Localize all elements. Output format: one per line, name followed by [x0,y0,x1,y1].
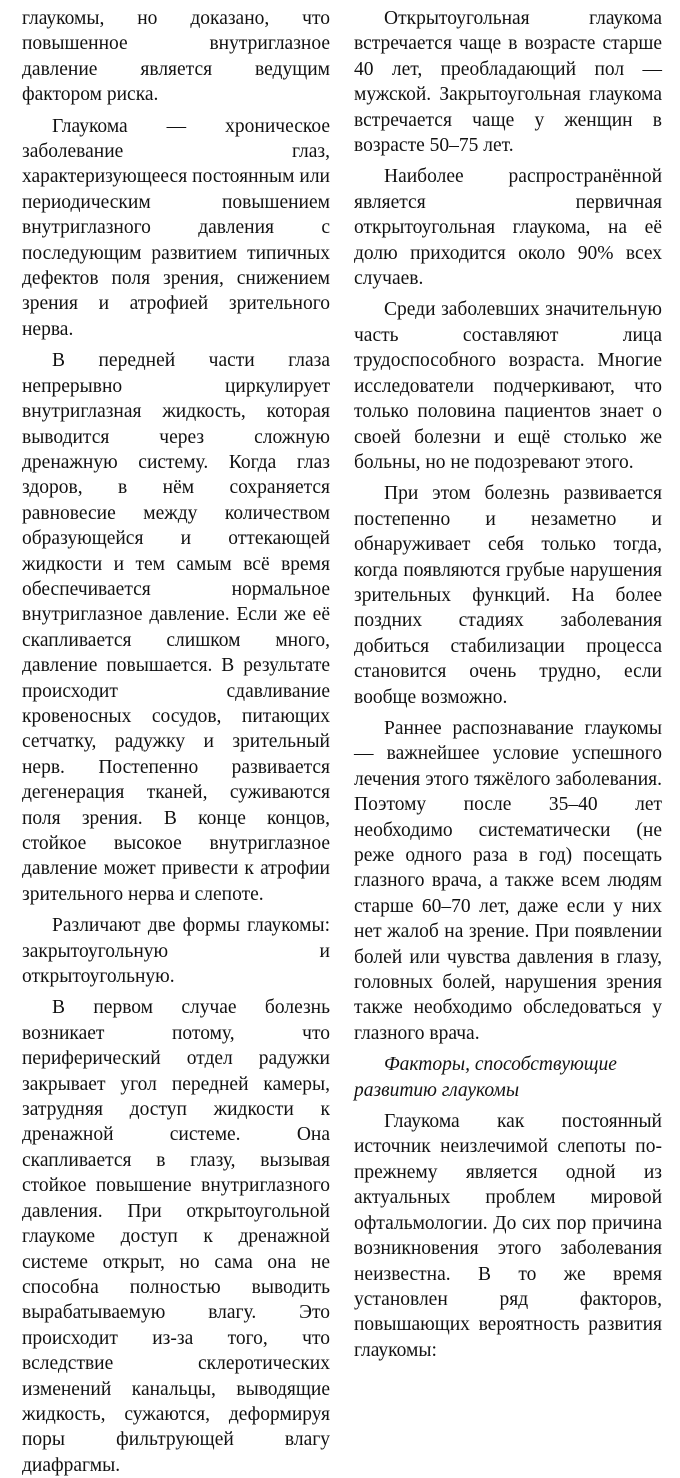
paragraph: Глаукома как постоянный источник неизлечимой слепоты по-прежнему является одной из актуальных проблем мировой офтальмологии. До сих пор причина возникновения этого заболевания неизвестна. В то же время установлен ряд факторов, повышающих вероятность развития глаукомы: [354,1111,662,1361]
paragraph: Раннее распознавание глаукомы — важнейшее условие успешного лечения этого тяжёлого заболевания. Поэтому после 35–40 лет необходимо систематически (не реже одного раза в год) посещать глазного врача, а также всем людям старше 60–70 лет, даже если у них нет жалоб на зрение. При появлении болей или чувства давления в глазу, головных болей, нарушения зрения также необходимо обследоваться у глазного врача. [354,717,662,1044]
right-column [354,6,662,1361]
paragraph: При этом болезнь развивается постепенно и незаметно и обнаруживает себя только тогда, когда появляются грубые нарушения зрительных функций. На более поздних стадиях заболевания добиться стабилизации процесса становится очень трудно, если вообще возможно. [354,483,662,708]
paragraph: Различают две формы глаукомы: закрытоугольную и открытоугольную. [22,915,330,988]
paragraph: В передней части глаза непрерывно циркулирует внутриглазная жидкость, которая выводится через сложную дренажную систему. Когда глаз здоров, в нём сохраняется равновесие между количеством образующейся и оттекающей жидкости и тем самым всё время обеспечивается нормальное внутриглазное давление. Если же её скапливается слишком много, давление повышается. В результате происходит сдавливание кровеносных сосудов, питающих сетчатку, радужку и зрительный нерв. Постепенно развивается дегенерация тканей, суживаются поля зрения. В конце концов, стойкое высокое внутриглазное давление может привести к атрофии зрительного нерва и слепоте. [22,350,330,905]
paragraph: Глаукома — хроническое заболевание глаз, характеризующееся постоянным или периодическим повышением внутриглазного давления с последующим развитием типичных дефектов поля зрения, снижением зрения и атрофией зрительного нерва. [22,115,330,340]
left-column [22,6,330,1476]
section-subheading: Факторы, способствующие развитию глаукомы [354,1054,617,1101]
paragraph: Открытоугольная глаукома встречается чаще в возрасте старше 40 лет, преобладающий пол — мужской. Закрытоугольная глаукома встречается чаще у женщин в возрасте 50–75 лет. [354,8,662,157]
paragraph: В первом случае болезнь возникает потому, что периферический отдел радужки закрывает угол передней камеры, затрудняя доступ жидкости к дренажной системе. Она скапливается в глазу, вызывая стойкое повышение внутриглазного давления. При открытоугольной глаукоме доступ к дренажной системе открыт, но сама она не способна полностью выводить вырабатываемую влагу. Это происходит из-за того, что вследствие склеротических изменений канальцы, выводящие жидкость, сужаются, деформируя поры фильтрующей влагу диафрагмы. [22,997,330,1476]
paragraph: Среди заболевших значительную часть составляют лица трудоспособного возраста. Многие исследователи подчеркивают, что только половина пациентов знает о своей болезни и ещё столько же больны, но не подозревают этого. [354,299,662,473]
paragraph: Наиболее распространённой является первичная открытоугольная глаукома, на её долю приходится около 90% всех случаев. [354,166,662,290]
paragraph: глаукомы, но доказано, что повышенное внутриглазное давление является ведущим фактором риска. [22,8,330,106]
